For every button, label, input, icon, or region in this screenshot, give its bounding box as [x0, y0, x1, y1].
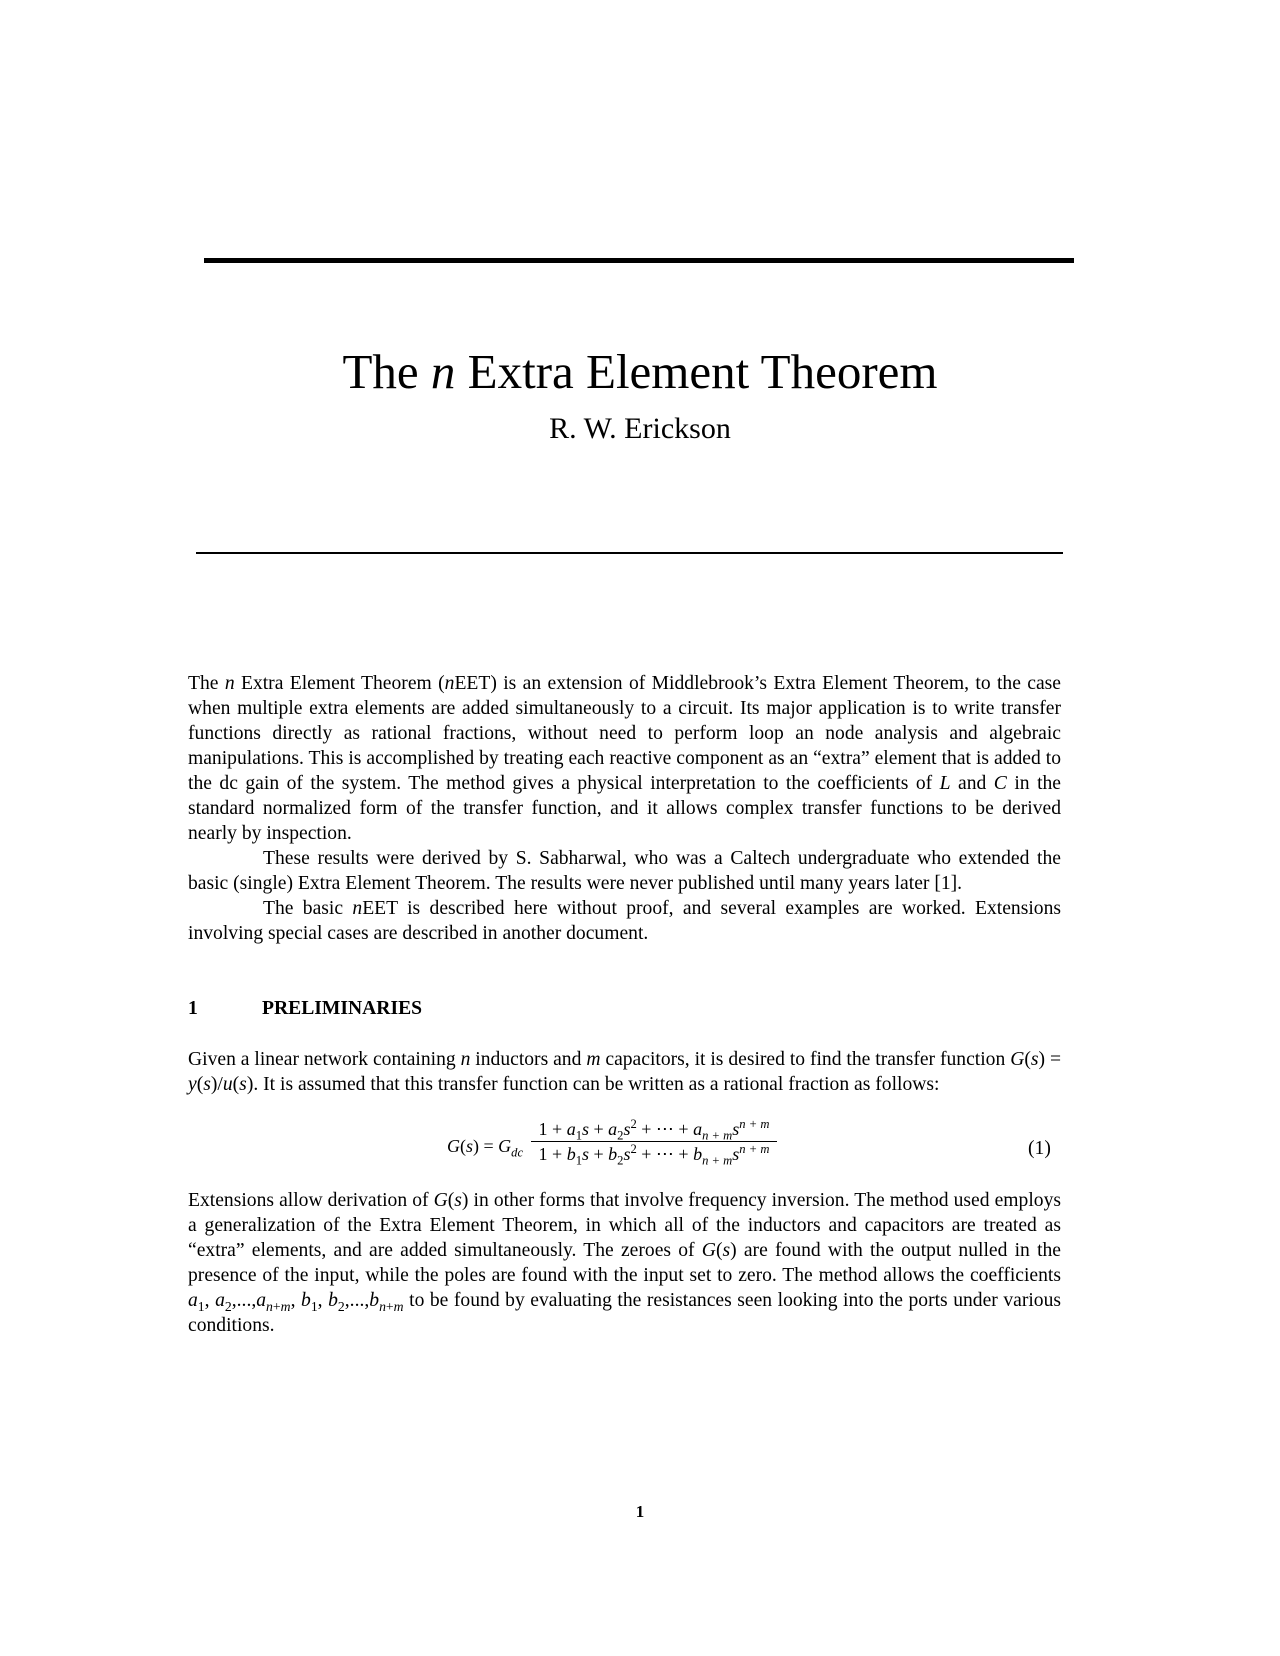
- page-title: The n Extra Element Theorem: [342, 344, 938, 399]
- equation-denominator: $1 + b_1s + b_2s^2$ + ⋯ + $b_{n + m}s^{n + m}$: [538, 1142, 770, 1168]
- top-rule: [204, 258, 1074, 263]
- abstract-paragraph-3: The basic nEET is described here without proof, and several examples are worked. Extensions involving special cases are described in another document.: [188, 898, 1061, 944]
- section-title: PRELIMINARIES: [262, 998, 423, 1019]
- equation-numerator: $1 + a_1s + a_2s^2$ + ⋯ + $a_{n + m}s^{n + m}$: [538, 1117, 770, 1143]
- title-divider: [196, 552, 1063, 554]
- abstract-paragraph-1: The n Extra Element Theorem (nEET) is an extension of Middlebrook’s Extra Element Theorem, to the case when multiple extra elements are added simultaneously to a circuit. Its major application is to write transfer functions directly as rational fractions, without need to perform loop an node analysis and algebraic manipulations. This is accomplished by treating each reactive component as an “extra” element that is added to the dc gain of the system. The method gives a physical interpretation to the coefficients of L and C in the standard normalized form of the transfer function, and it allows complex transfer functions to be derived nearly by inspection.: [188, 673, 1061, 844]
- equation-lhs: $G(s) = G_{dc}$: [447, 1136, 524, 1160]
- equation-fraction: [531, 1117, 777, 1168]
- abstract-paragraph-2: These results were derived by S. Sabharwal, who was a Caltech undergraduate who extended the basic (single) Extra Element Theorem. The results were never published until many years later [1].: [188, 848, 1061, 894]
- page-number: 1: [635, 1502, 645, 1521]
- section-number: 1: [188, 998, 198, 1019]
- section-heading: [188, 996, 422, 1021]
- abstract: [188, 671, 1061, 946]
- section-paragraph-1: Given a linear network containing n inductors and m capacitors, it is desired to find the transfer function G(s) = y(s)/u(s). It is assumed that this transfer function can be written as a rational fraction as follows:: [188, 1049, 1061, 1095]
- section-paragraph-2: Extensions allow derivation of G(s) in other forms that involve frequency inversion. The method used employs a generalization of the Extra Element Theorem, in which all of the inductors and capacitors are treated as “extra” elements, and are added simultaneously. The zeroes of G(s) are found with the output nulled in the presence of the input, while the poles are found with the input set to zero. The method allows the coefficients $a_1$, $a_2,...,a_{n+m}$, $b_1$, $b_2,...,b_{n+m}$ to be found by evaluating the resistances seen looking into the ports under various conditions.: [188, 1190, 1062, 1336]
- equation-1: [447, 1118, 787, 1178]
- author: R. W. Erickson: [549, 412, 731, 445]
- equation-number: (1): [1028, 1138, 1051, 1159]
